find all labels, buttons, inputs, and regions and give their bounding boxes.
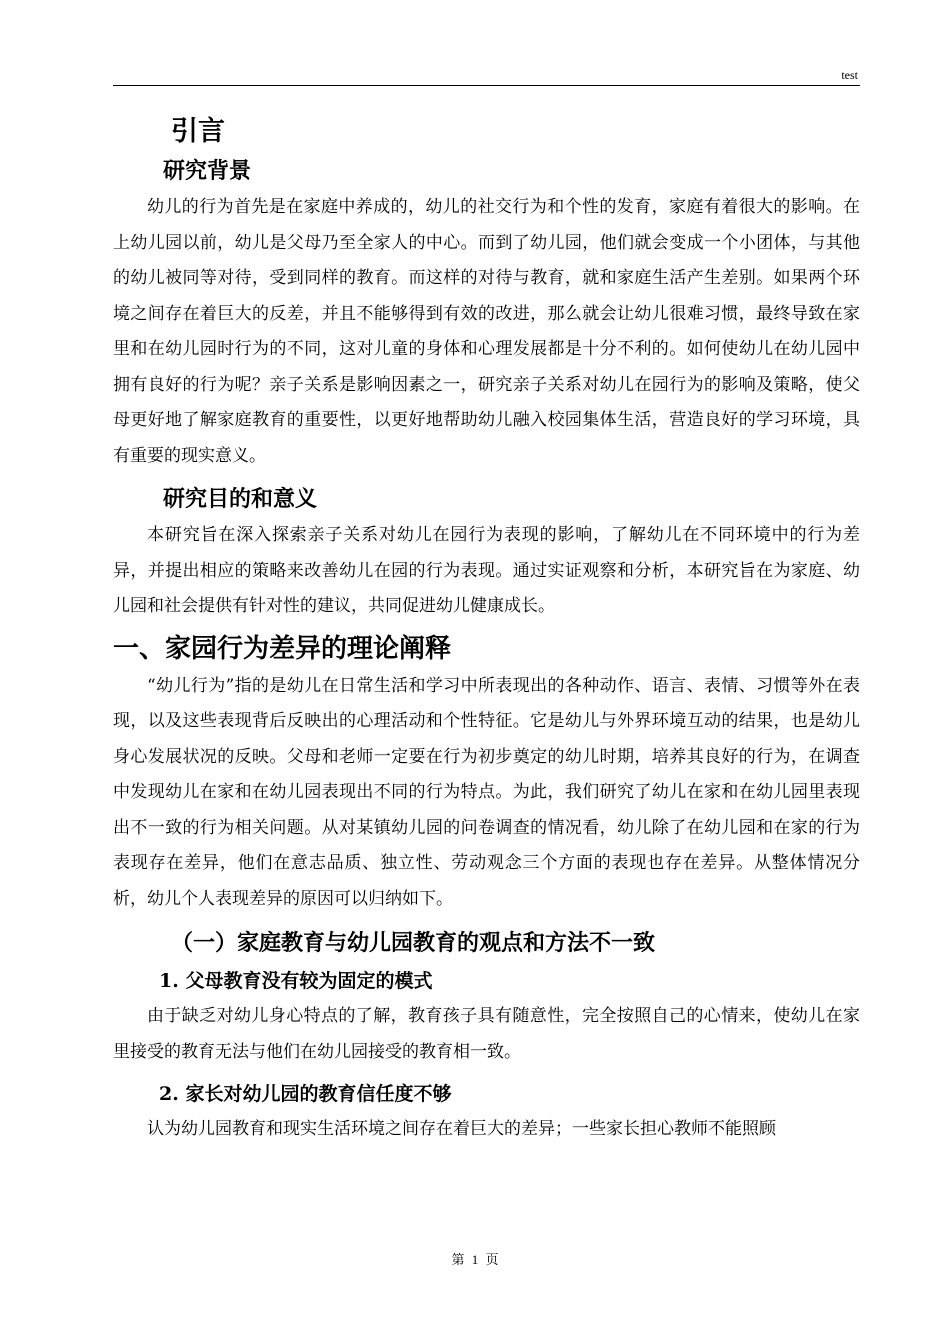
purpose-heading: 研究目的和意义 — [163, 486, 318, 512]
chapter1-title: 一、家园行为差异的理论阐释 — [113, 633, 452, 664]
item1-paragraph: 由于缺乏对幼儿身心特点的了解，教育孩子具有随意性，完全按照自己的心情来，使幼儿在家里接受的教育无法与他们在幼儿园接受的教育相一致。 — [113, 1006, 860, 1062]
purpose-paragraph: 本研究旨在深入探索亲子关系对幼儿在园行为表现的影响，了解幼儿在不同环境中的行为差异，并提出相应的策略来改善幼儿在园的行为表现。通过实证观察和分析，本研究旨在为家庭、幼儿园和社会提供有针对性的建议，共同促进幼儿健康成长。 — [113, 525, 860, 616]
document-body — [113, 112, 860, 1148]
background-heading: 研究背景 — [163, 158, 252, 184]
page-footer — [0, 1249, 950, 1268]
item2-paragraph: 认为幼儿园教育和现实生活环境之间存在着巨大的差异；一些家长担心教师不能照顾 — [147, 1119, 776, 1139]
page-number: 1 — [471, 1252, 479, 1267]
header-rule — [113, 85, 860, 86]
section1-title: （一）家庭教育与幼儿园教育的观点和方法不一致 — [171, 930, 656, 956]
footer-suffix: 页 — [485, 1252, 499, 1267]
footer-prefix: 第 — [451, 1252, 465, 1267]
item1-title: 1. 父母教育没有较为固定的模式 — [159, 970, 433, 992]
intro-title: 引言 — [171, 116, 225, 147]
page-header-text: test — [841, 68, 858, 82]
background-paragraph: 幼儿的行为首先是在家庭中养成的，幼儿的社交行为和个性的发育，家庭有着很大的影响。在上幼儿园以前，幼儿是父母乃至全家人的中心。而到了幼儿园，他们就会变成一个小团体，与其他的幼儿被同等对待，受到同样的教育。而这样的对待与教育，就和家庭生活产生差别。如果两个环境之间存在着巨大的反差，并且不能够得到有效的改进，那么就会让幼儿很难习惯，最终导致在家里和在幼儿园时行为的不同，这对儿童的身体和心理发展都是十分不利的。如何使幼儿在幼儿园中拥有良好的行为呢？亲子关系是影响因素之一，研究亲子关系对幼儿在园行为的影响及策略，使父母更好地了解家庭教育的重要性，以更好地帮助幼儿融入校园集体生活，营造良好的学习环境，具有重要的现实意义。 — [113, 197, 860, 466]
item2-title: 2. 家长对幼儿园的教育信任度不够 — [159, 1083, 452, 1105]
chapter1-paragraph: “幼儿行为”指的是幼儿在日常生活和学习中所表现出的各种动作、语言、表情、习惯等外在表现，以及这些表现背后反映出的心理活动和个性特征。它是幼儿与外界环境互动的结果，也是幼儿身心发展状况的反映。父母和老师一定要在行为初步奠定的幼儿时期，培养其良好的行为，在调查中发现幼儿在家和在幼儿园表现出不同的行为特点。为此，我们研究了幼儿在家和在幼儿园里表现出不一致的行为相关问题。从对某镇幼儿园的问卷调查的情况看，幼儿除了在幼儿园和在家的行为表现存在差异，他们在意志品质、独立性、劳动观念三个方面的表现也存在差异。从整体情况分析，幼儿个人表现差异的原因可以归纳如下。 — [113, 675, 860, 909]
